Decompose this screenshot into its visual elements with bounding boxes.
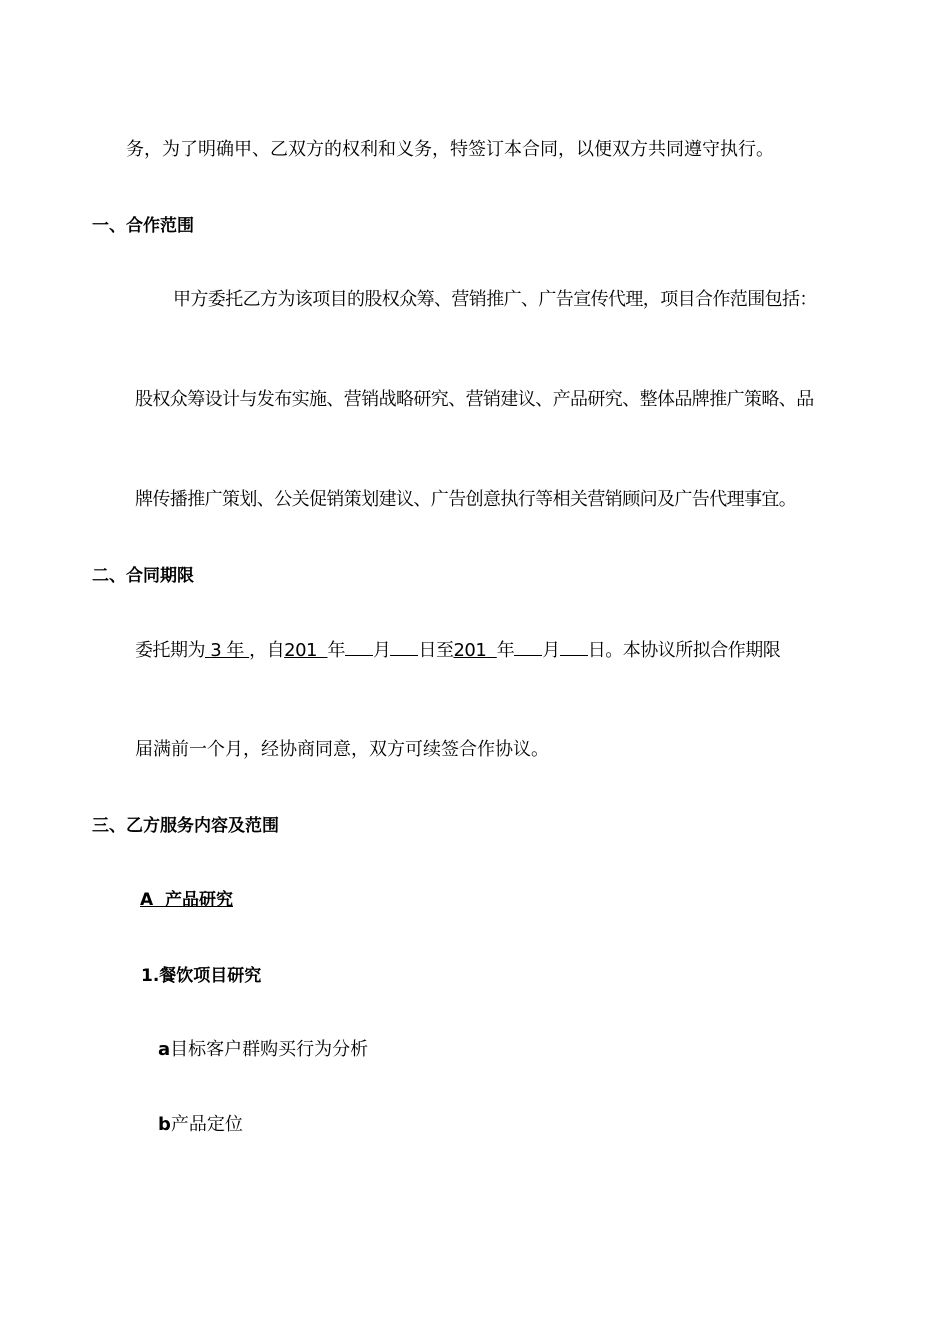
scope-line-2: 股权众筹设计与发布实施、营销战略研究、营销建议、产品研究、整体品牌推广策略、品 [135,389,814,410]
section-heading-services: 三、乙方服务内容及范围 [92,816,279,836]
item-a-text: 目标客户群购买行为分析 [170,1039,369,1060]
term-line-2: 届满前一个月，经协商同意，双方可续签合作协议。 [135,739,549,760]
term-line-1 [135,638,780,663]
term-day-to: 日至 [418,640,454,661]
term-start-month-blank [345,638,373,656]
term-end-day-blank [560,638,588,656]
term-year-label-2: 年 [496,640,515,661]
term-year-label-1: 年 [327,640,345,661]
term-month-label-2: 月 [542,640,560,661]
term-start-day-blank [390,638,418,656]
term-end-month-blank [514,638,542,656]
item-a [158,1038,368,1062]
term-prefix: 委托期为 [135,640,205,661]
item-catering-research: 1.餐饮项目研究 [141,966,262,986]
scope-line-1: 甲方委托乙方为该项目的股权众筹、营销推广、广告宣传代理，项目合作范围包括： [173,289,817,310]
intro-paragraph: 务，为了明确甲、乙双方的权利和义务，特签订本合同，以便双方共同遵守执行。 [126,139,774,160]
term-from: ，自 [249,640,285,661]
section-heading-scope: 一、合作范围 [92,216,194,236]
term-start-year: 201 [284,640,318,661]
item-b-letter: b [158,1114,171,1135]
item-b-text: 产品定位 [170,1114,243,1135]
term-end-year: 201 [453,640,487,661]
term-day-end: 日。本协议所拟合作期限 [587,640,781,661]
scope-line-3: 牌传播推广策划、公关促销策划建议、广告创意执行等相关营销顾问及广告代理事宜。 [135,489,797,510]
item-a-letter: a [158,1039,171,1060]
term-duration: 3 年 [210,640,244,661]
term-month-label-1: 月 [372,640,391,661]
subsection-product-research: A 产品研究 [140,890,233,910]
item-b [158,1113,243,1137]
section-heading-term: 二、合同期限 [92,566,194,586]
